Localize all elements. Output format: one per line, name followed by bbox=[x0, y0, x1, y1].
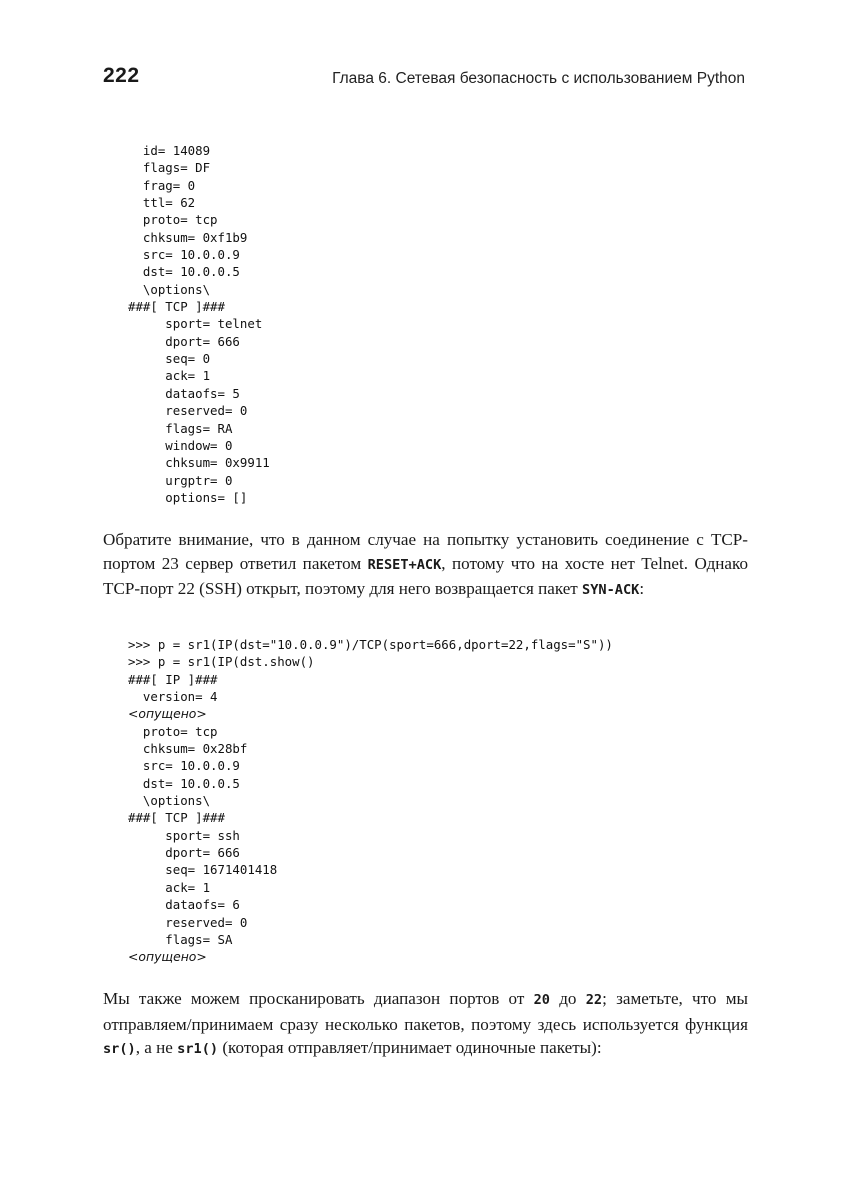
inline-code: sr1() bbox=[177, 1041, 219, 1057]
paragraph-text: (которая отправляет/принимает одиночные пакеты): bbox=[218, 1038, 602, 1057]
code-line: urgptr= 0 bbox=[128, 472, 233, 488]
inline-code: 20 bbox=[533, 992, 550, 1008]
code-line: chksum= 0x9911 bbox=[128, 455, 270, 471]
code-line: ack= 1 bbox=[128, 879, 211, 895]
paragraph-text: Обратите внимание, что в данном случае на попытку установить соединение с TCP-портом 23 сервер ответил пакетом bbox=[103, 530, 748, 573]
code-line: dst= 10.0.0.5 bbox=[128, 264, 240, 280]
code-line: sport= telnet bbox=[128, 316, 263, 332]
code-line: flags= RA bbox=[128, 420, 233, 436]
code-line: dataofs= 5 bbox=[128, 385, 240, 401]
code-line: sport= ssh bbox=[128, 827, 240, 843]
paragraph-text: ; заметьте, что мы отправляем/принимаем сразу несколько пакетов, поэтому здесь используется функция bbox=[103, 989, 748, 1034]
code-line: chksum= 0xf1b9 bbox=[128, 229, 248, 245]
code-line: ttl= 62 bbox=[128, 195, 196, 211]
code-block-ssh-scan bbox=[128, 636, 613, 966]
paragraph-text: , потому что на хосте нет Telnet. Однако TCP-порт 22 (SSH) открыт, поэтому для него возвращается пакет bbox=[103, 553, 748, 598]
paragraph-port-range bbox=[103, 987, 748, 1062]
code-line-omitted: <опущено> bbox=[128, 949, 207, 965]
code-line: proto= tcp bbox=[128, 212, 218, 228]
code-line: frag= 0 bbox=[128, 177, 196, 193]
code-line: proto= tcp bbox=[128, 723, 218, 739]
paragraph-text: Мы также можем просканировать диапазон портов от bbox=[103, 989, 534, 1008]
code-block-packet-output bbox=[128, 142, 270, 506]
paragraph-text: : bbox=[639, 579, 645, 598]
code-line: chksum= 0x28bf bbox=[128, 741, 248, 757]
paragraph-text: до bbox=[549, 989, 586, 1008]
code-line-omitted: <опущено> bbox=[128, 706, 207, 722]
code-line: ###[ TCP ]### bbox=[128, 810, 225, 826]
code-line: flags= DF bbox=[128, 160, 211, 176]
code-line: id= 14089 bbox=[128, 143, 211, 158]
code-line: dport= 666 bbox=[128, 333, 240, 349]
running-header: Глава 6. Сетевая безопасность с использованием Python bbox=[332, 70, 745, 87]
paragraph-text: , а не bbox=[135, 1038, 178, 1057]
code-line: seq= 0 bbox=[128, 351, 211, 367]
code-line: \options\ bbox=[128, 281, 211, 297]
code-line: options= [] bbox=[128, 489, 248, 505]
code-line: ###[ IP ]### bbox=[128, 671, 218, 687]
code-line: >>> p = sr1(IP(dst.show() bbox=[128, 654, 315, 670]
inline-code: RESET+ACK bbox=[367, 556, 442, 573]
inline-code: sr() bbox=[103, 1041, 136, 1057]
code-line: window= 0 bbox=[128, 437, 233, 453]
page-number: 222 bbox=[103, 64, 140, 87]
inline-code: SYN-ACK bbox=[582, 582, 640, 598]
code-line: ###[ TCP ]### bbox=[128, 299, 225, 315]
code-line: >>> p = sr1(IP(dst="10.0.0.9")/TCP(sport=666,dport=22,flags="S")) bbox=[128, 637, 613, 652]
code-line: \options\ bbox=[128, 793, 211, 809]
code-line: ack= 1 bbox=[128, 368, 211, 384]
code-line: reserved= 0 bbox=[128, 403, 248, 419]
code-line: version= 4 bbox=[128, 689, 218, 705]
code-line: src= 10.0.0.9 bbox=[128, 758, 240, 774]
code-line: seq= 1671401418 bbox=[128, 862, 278, 878]
code-line: dst= 10.0.0.5 bbox=[128, 775, 240, 791]
paragraph-reset-ack bbox=[103, 528, 748, 603]
code-line: src= 10.0.0.9 bbox=[128, 247, 240, 263]
code-line: reserved= 0 bbox=[128, 914, 248, 930]
inline-code: 22 bbox=[585, 992, 603, 1008]
code-line: dataofs= 6 bbox=[128, 897, 240, 913]
code-line: dport= 666 bbox=[128, 845, 240, 861]
code-line: flags= SA bbox=[128, 931, 233, 947]
